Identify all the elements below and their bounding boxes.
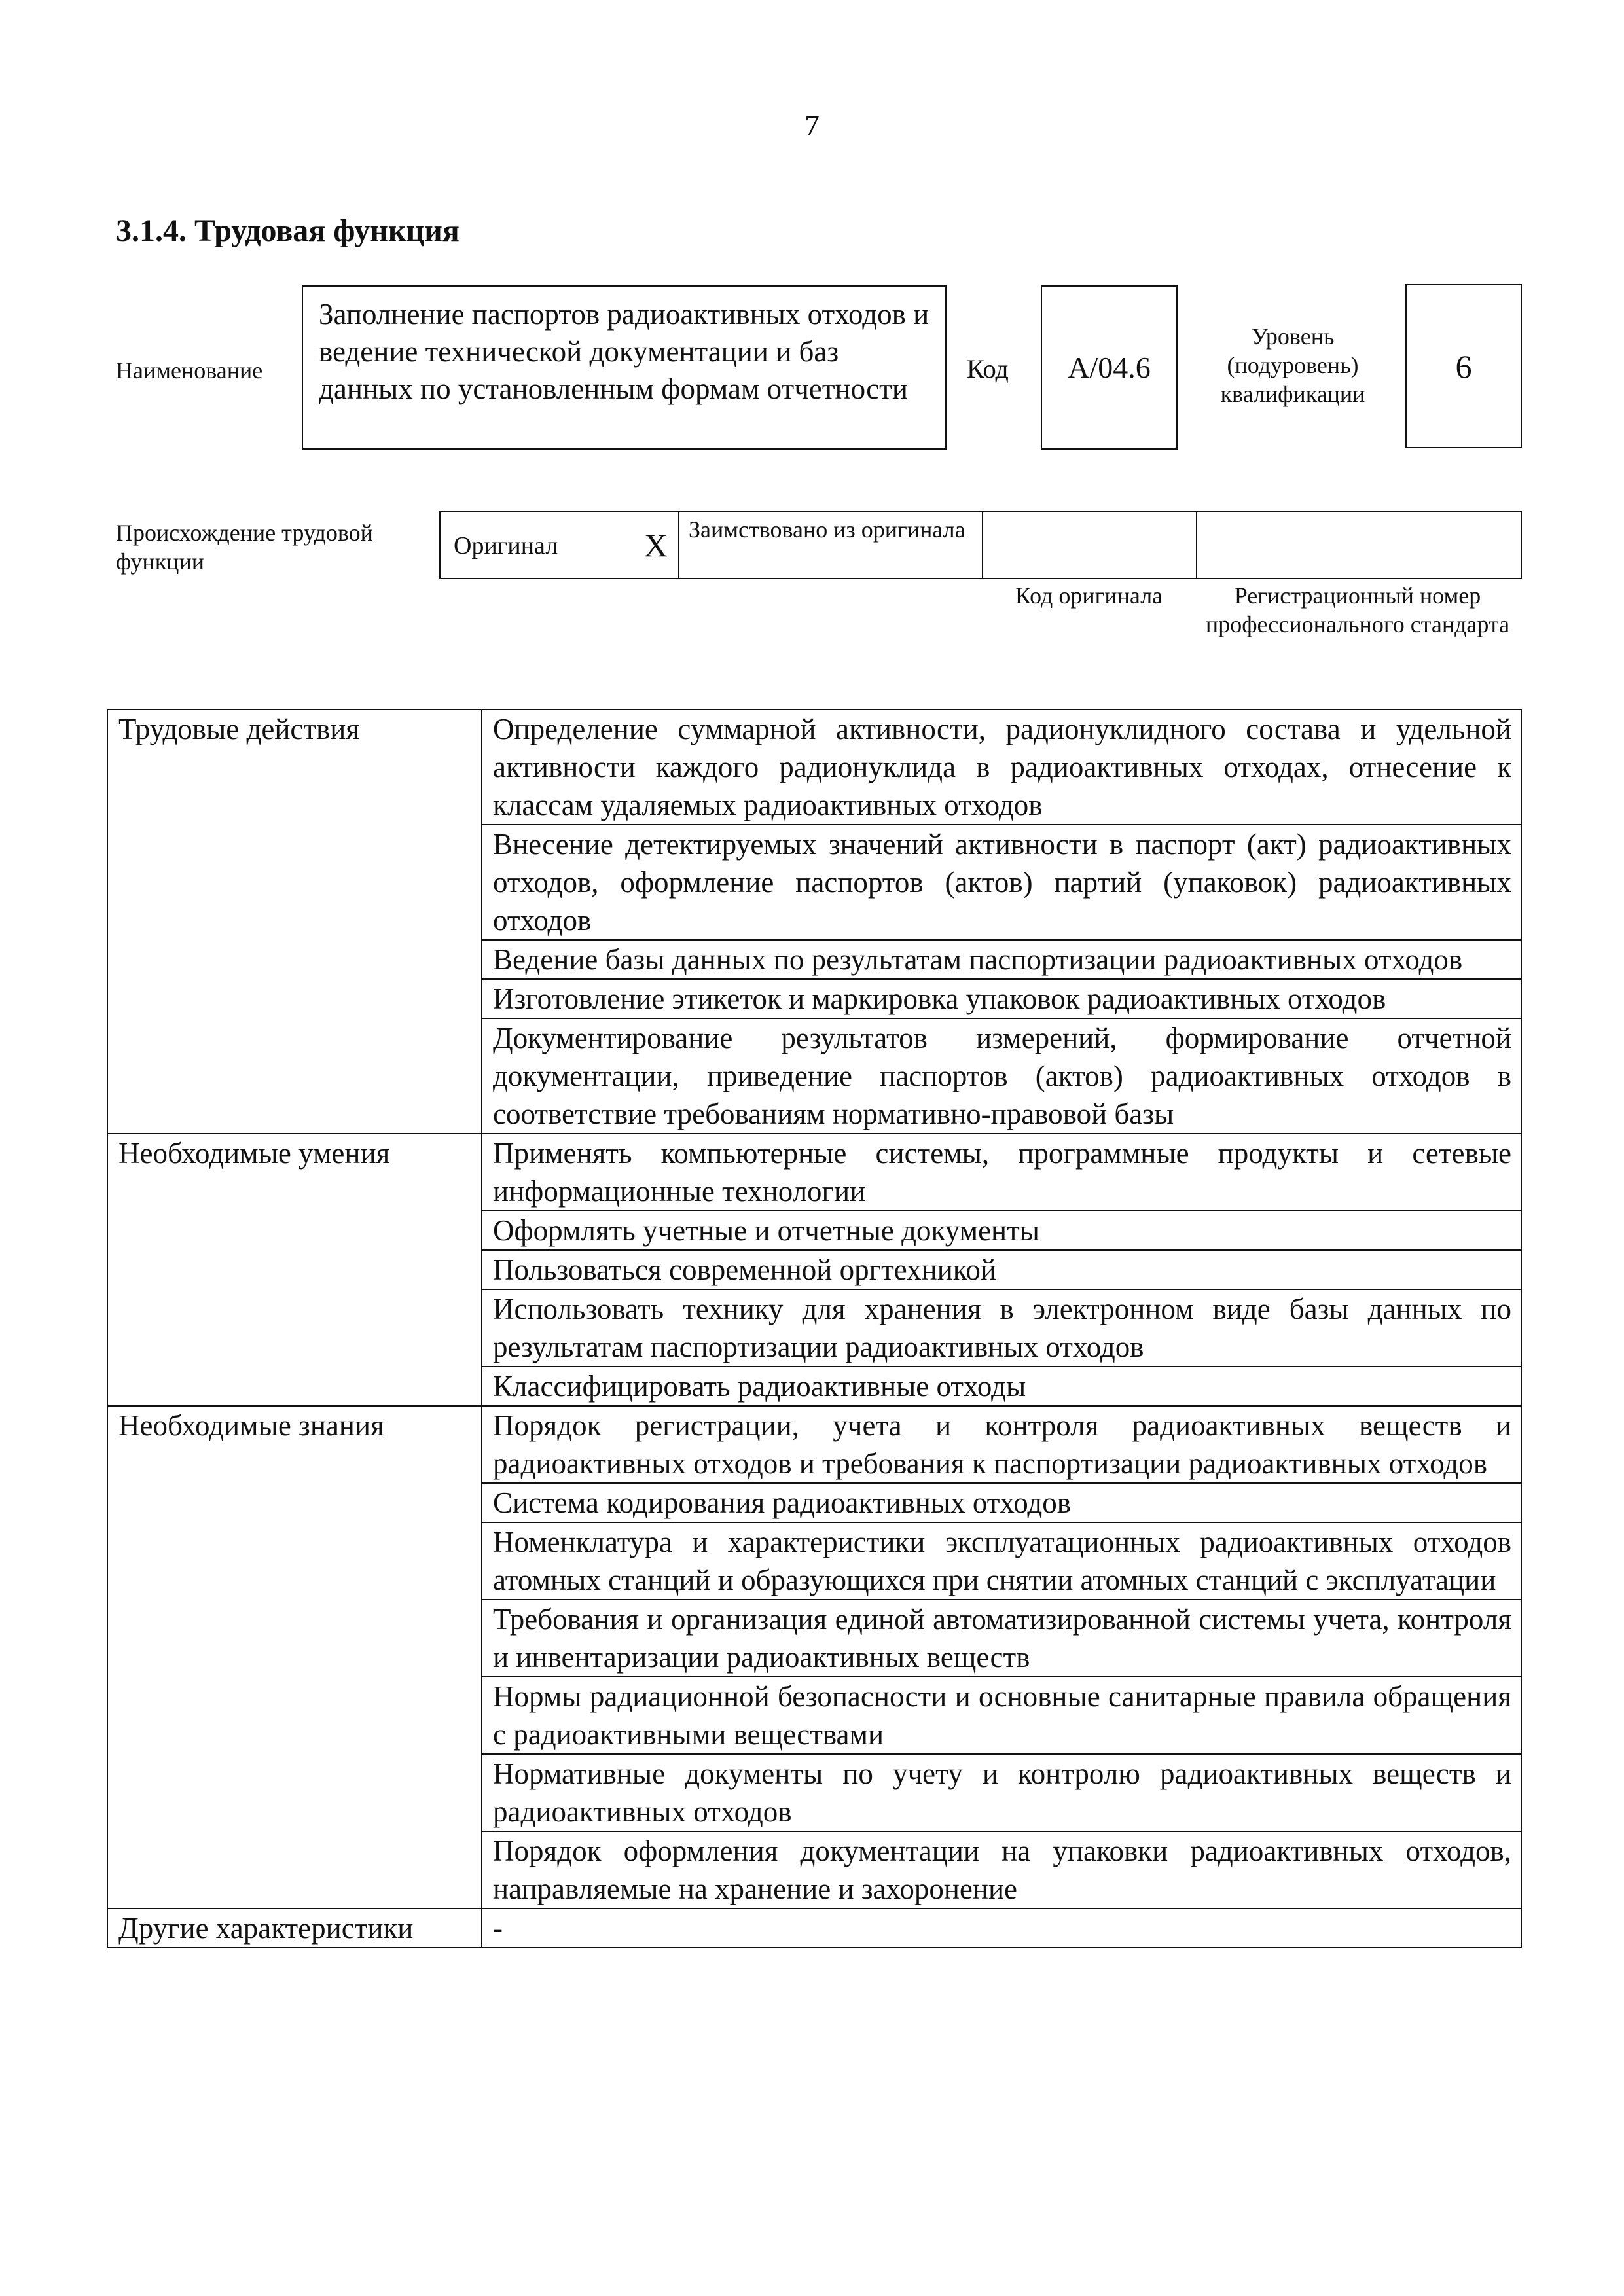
section-title-cell: Трудовые действия	[107, 709, 482, 1134]
function-name-box: Заполнение паспортов радиоактивных отходов и ведение технической документации и баз данных по установленным формам отчетности	[302, 285, 947, 450]
level-label: Уровень (подуровень) квалификации	[1220, 323, 1365, 407]
table-row	[107, 709, 1521, 825]
section-item-cell: Классифицировать радиоактивные отходы	[482, 1367, 1521, 1406]
section-item-cell: Нормы радиационной безопасности и основные санитарные правила обращения с радиоактивными веществами	[482, 1677, 1521, 1754]
table-row	[107, 1909, 1521, 1948]
level-value-box: 6	[1405, 284, 1522, 448]
section-item-cell: Ведение базы данных по результатам паспортизации радиоактивных отходов	[482, 940, 1521, 979]
origin-original-cell	[441, 512, 679, 578]
section-item-cell: Порядок регистрации, учета и контроля радиоактивных веществ и радиоактивных отходов и требования к паспортизации радиоактивных отходов	[482, 1406, 1521, 1483]
function-details-table	[107, 709, 1522, 1948]
origin-code-cell	[983, 512, 1197, 578]
section-item-cell: Требования и организация единой автоматизированной системы учета, контроля и инвентаризации радиоактивных веществ	[482, 1600, 1521, 1677]
section-title-cell: Необходимые умения	[107, 1134, 482, 1406]
code-original-label: Код оригинала	[1015, 583, 1163, 609]
section-item-cell: Документирование результатов измерений, формирование отчетной документации, приведение паспортов (актов) радиоактивных отходов в соответствие требованиям нормативно-правовой базы	[482, 1018, 1521, 1134]
code-label: Код	[967, 354, 1009, 384]
section-item-cell: Оформлять учетные и отчетные документы	[482, 1211, 1521, 1250]
origin-borrowed-label: Заимствовано из оригинала	[689, 516, 965, 543]
section-item-cell: Система кодирования радиоактивных отходов	[482, 1483, 1521, 1522]
section-item-cell: Применять компьютерные системы, программные продукты и сетевые информационные технологии	[482, 1134, 1521, 1211]
origin-borrowed-cell	[679, 512, 983, 578]
section-item-cell: Определение суммарной активности, радионуклидного состава и удельной активности каждого радионуклида в радиоактивных отходах, отнесение к классам удаляемых радиоактивных отходов	[482, 709, 1521, 825]
section-item-cell: Номенклатура и характеристики эксплуатационных радиоактивных отходов атомных станций и образующихся при снятии атомных станций с эксплуатации	[482, 1522, 1521, 1600]
section-item-cell: Изготовление этикеток и маркировка упаковок радиоактивных отходов	[482, 979, 1521, 1018]
section-item-cell: Нормативные документы по учету и контролю радиоактивных веществ и радиоактивных отходов	[482, 1754, 1521, 1831]
section-title: 3.1.4. Трудовая функция	[116, 213, 460, 248]
origin-original-label: Оригинал	[454, 532, 558, 560]
table-row	[107, 1134, 1521, 1211]
function-details-body	[107, 709, 1521, 1948]
name-label: Наименование	[116, 357, 263, 384]
section-item-cell: Использовать технику для хранения в электронном виде базы данных по результатам паспортизации радиоактивных отходов	[482, 1289, 1521, 1367]
section-title-cell: Другие характеристики	[107, 1909, 482, 1948]
code-value-box: A/04.6	[1041, 285, 1178, 450]
section-item-cell: Внесение детектируемых значений активности в паспорт (акт) радиоактивных отходов, оформление паспортов (актов) партий (упаковок) радиоактивных отходов	[482, 825, 1521, 940]
origin-original-mark: X	[643, 527, 668, 564]
section-title-cell: Необходимые знания	[107, 1406, 482, 1909]
section-item-cell: -	[482, 1909, 1521, 1948]
section-item-cell: Пользоваться современной оргтехникой	[482, 1250, 1521, 1289]
origin-row	[439, 511, 1522, 579]
page-number: 7	[804, 109, 820, 142]
origin-label: Происхождение трудовой функции	[116, 520, 373, 575]
origin-registration-cell	[1197, 512, 1521, 578]
section-item-cell: Порядок оформления документации на упаковки радиоактивных отходов, направляемые на хранение и захоронение	[482, 1831, 1521, 1909]
table-row	[107, 1406, 1521, 1483]
registration-number-label: Регистрационный номер профессионального стандарта	[1205, 583, 1510, 637]
